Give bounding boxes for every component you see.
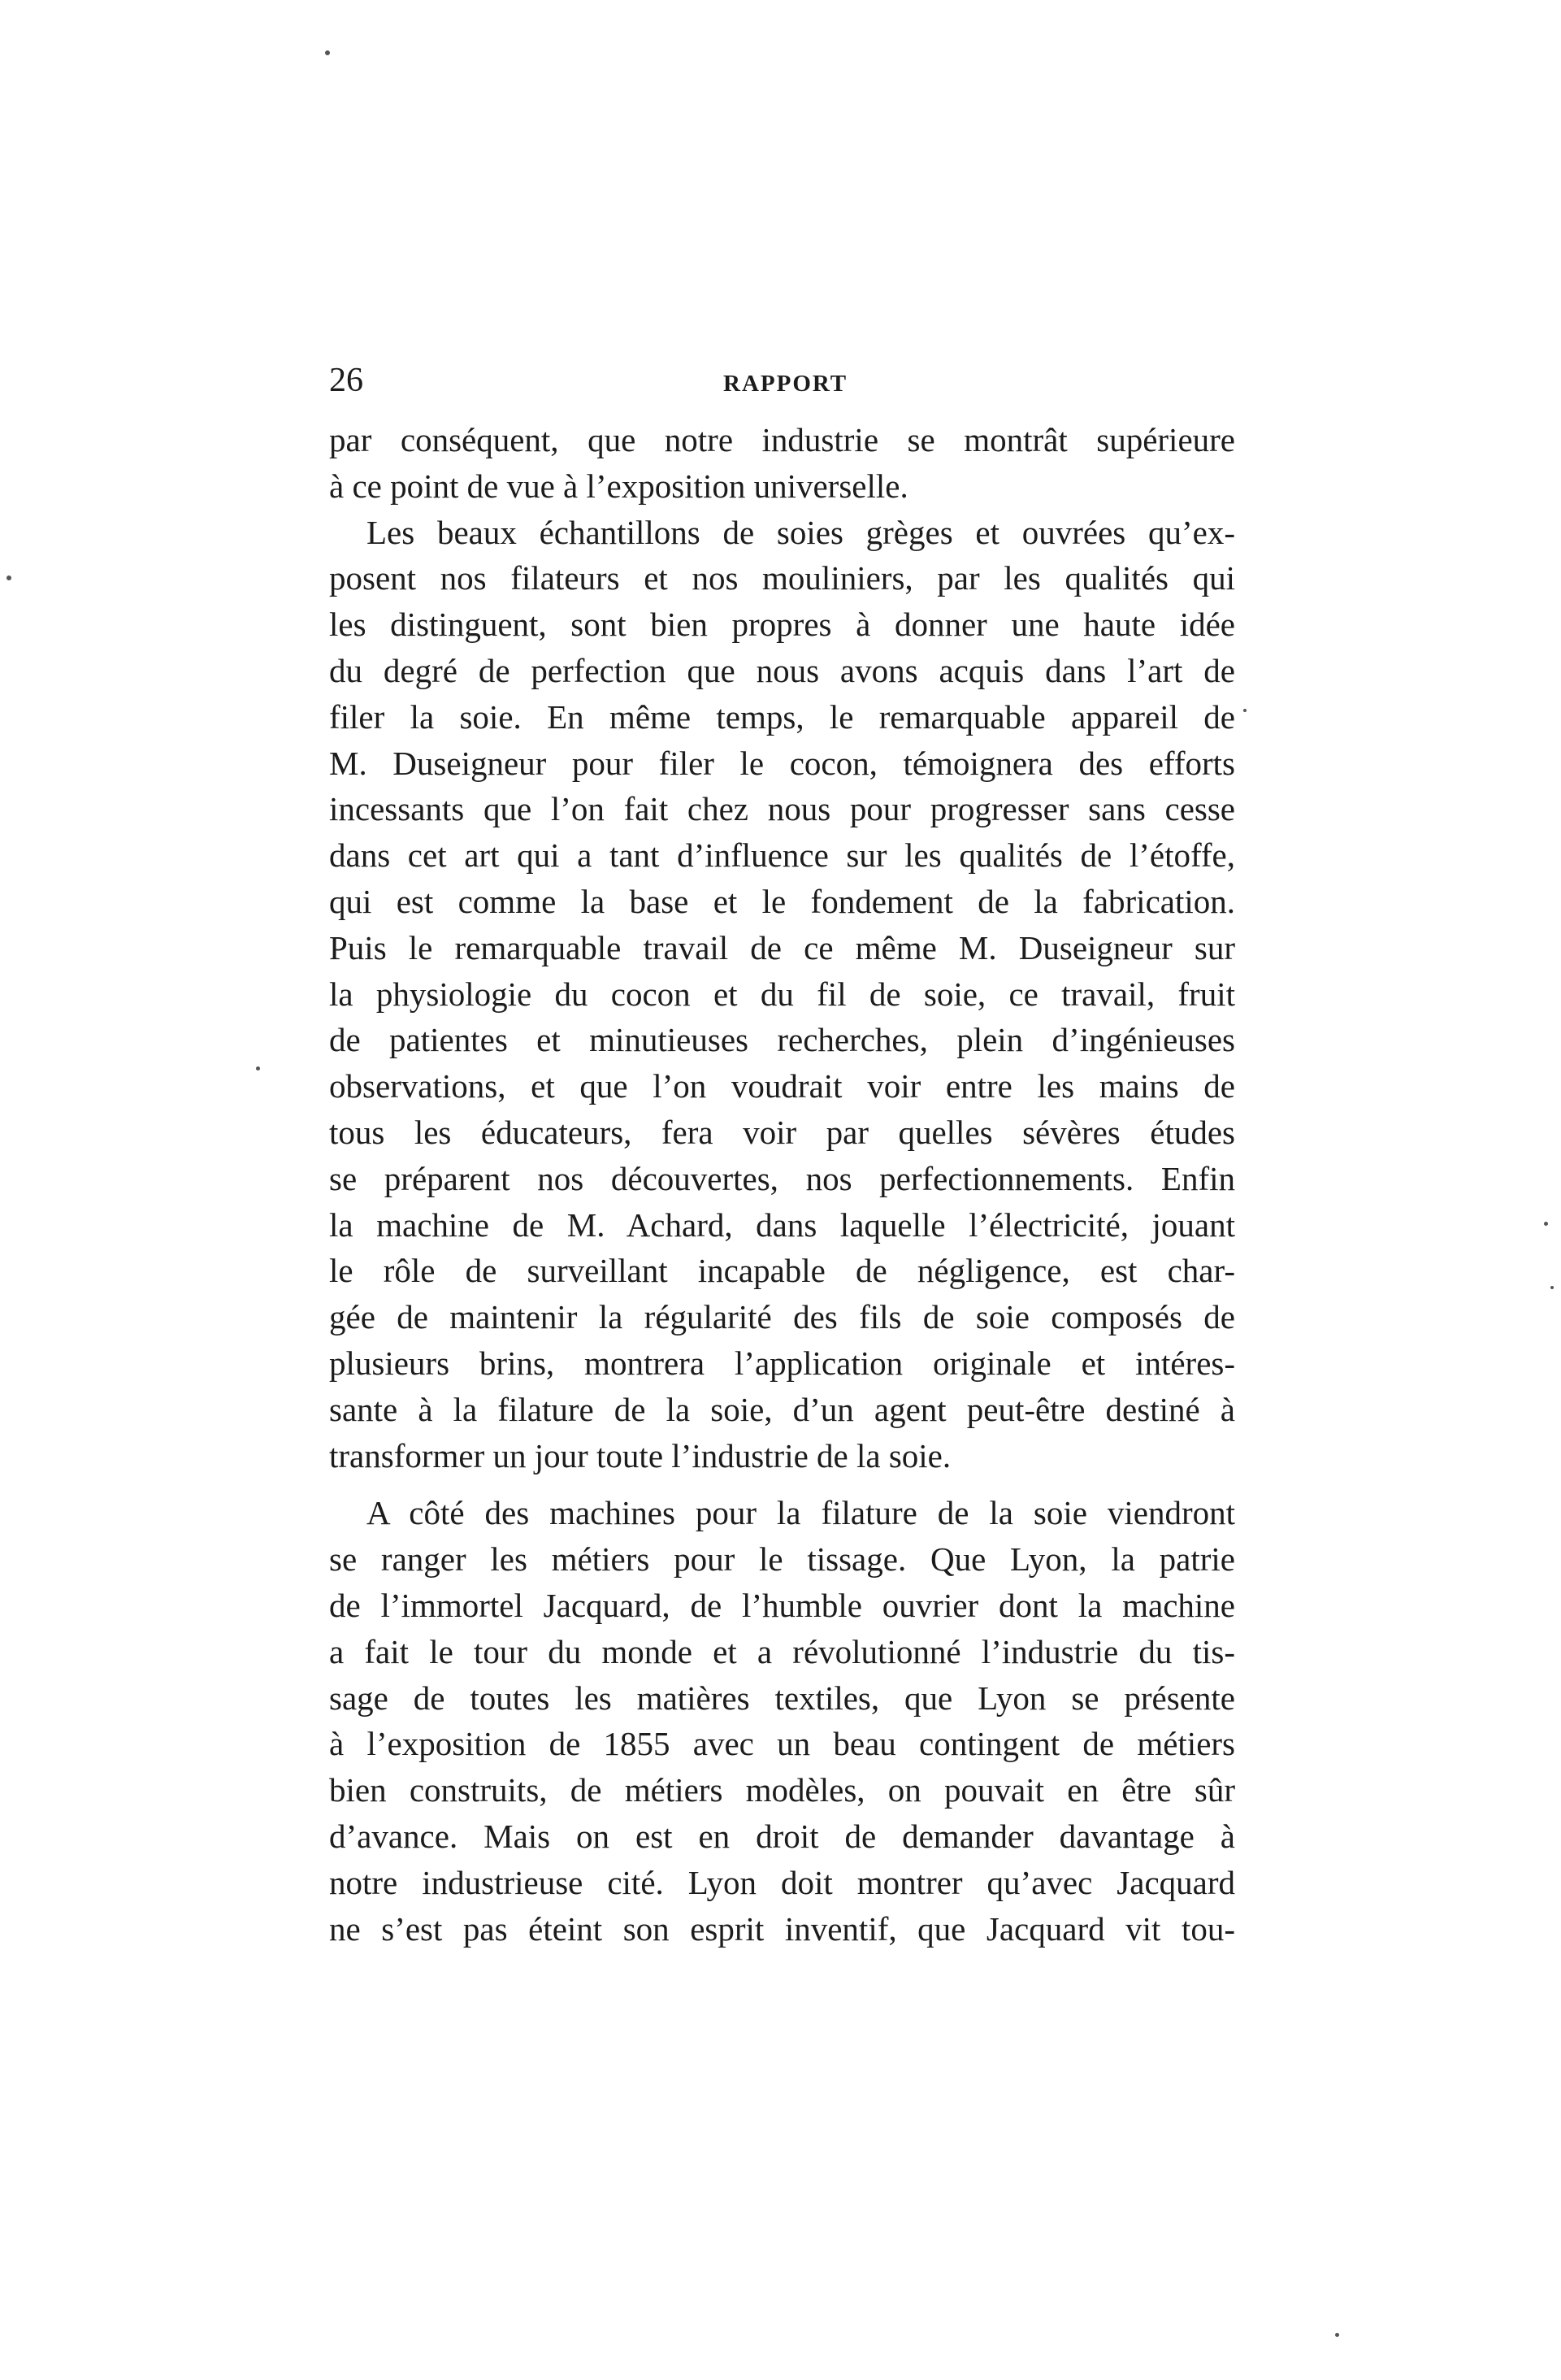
paragraph-2 (329, 510, 1235, 1479)
text-line: A côté des machines pour la filature de la soie viendront (366, 1494, 1235, 1532)
text-line: incessants que l’on fait chez nous pour progresser sans cesse (329, 790, 1235, 828)
text-line: Puis le remarquable travail de ce même M. Duseigneur sur (329, 928, 1235, 966)
text-line: d’avance. Mais on est en droit de demander davantage à (329, 1817, 1235, 1855)
text-line: dans cet art qui a tant d’influence sur les qualités de l’étoffe, (329, 836, 1235, 875)
paragraph-gap (329, 1479, 1235, 1490)
text-line: observations, et que l’on voudrait voir entre les mains de (329, 1067, 1235, 1105)
text-line: la machine de M. Achard, dans laquelle l’électricité, jouant (329, 1205, 1235, 1244)
text-line: les distinguent, sont bien propres à donner une haute idée (329, 606, 1235, 644)
text-line: a fait le tour du monde et a révolutionné l’industrie du tis- (329, 1632, 1235, 1670)
page-header (329, 356, 1235, 405)
text-line: par conséquent, que notre industrie se montrât supérieure (329, 421, 1235, 458)
scan-speck (1243, 709, 1247, 712)
scan-speck (7, 575, 11, 580)
text-line: sage de toutes les matières textiles, que Lyon se présente (329, 1679, 1235, 1717)
text-line: ne s’est pas éteint son esprit inventif, que Jacquard vit tou- (329, 1909, 1235, 1948)
text-line: plusieurs brins, montrera l’application originale et intéres- (329, 1344, 1235, 1382)
text-line: Les beaux échantillons de soies grèges et ouvrées qu’ex- (366, 513, 1235, 551)
text-line: tous les éducateurs, fera voir par quelles sévères études (329, 1113, 1235, 1151)
text-line: M. Duseigneur pour filer le cocon, témoignera des efforts (329, 744, 1235, 782)
scan-speck (256, 1066, 260, 1071)
running-title: RAPPORT (723, 371, 848, 397)
text-line: se préparent nos découvertes, nos perfectionnements. Enfin (329, 1159, 1235, 1197)
text-line: notre industrieuse cité. Lyon doit montrer qu’avec Jacquard (329, 1863, 1235, 1901)
scan-speck (1544, 1222, 1548, 1226)
text-line: bien construits, de métiers modèles, on pouvait en être sûr (329, 1771, 1235, 1809)
text-line: gée de maintenir la régularité des fils de soie composés de (329, 1298, 1235, 1336)
scan-speck (1550, 1286, 1554, 1289)
text-line: de l’immortel Jacquard, de l’humble ouvrier dont la machine (329, 1586, 1235, 1624)
scan-speck (325, 50, 330, 55)
text-line: à ce point de vue à l’exposition universelle. (329, 467, 908, 505)
text-line: transformer un jour toute l’industrie de la soie. (329, 1436, 952, 1474)
paragraph-3 (329, 1490, 1235, 1952)
body-text (329, 417, 1235, 1952)
text-line: la physiologie du cocon et du fil de soie, ce travail, fruit (329, 975, 1235, 1013)
text-line: qui est comme la base et le fondement de la fabrication. (329, 882, 1235, 920)
text-line: filer la soie. En même temps, le remarquable appareil de (329, 697, 1235, 736)
text-line: le rôle de surveillant incapable de négligence, est char- (329, 1252, 1235, 1290)
text-line: posent nos filateurs et nos mouliniers, par les qualités qui (329, 559, 1235, 597)
text-line: du degré de perfection que nous avons acquis dans l’art de (329, 651, 1235, 689)
text-line: à l’exposition de 1855 avec un beau contingent de métiers (329, 1725, 1235, 1763)
text-line: se ranger les métiers pour le tissage. Que Lyon, la patrie (329, 1540, 1235, 1579)
text-line: de patientes et minutieuses recherches, plein d’ingénieuses (329, 1021, 1235, 1059)
page-number: 26 (329, 362, 363, 399)
paragraph-1 (329, 417, 1235, 510)
text-line: sante à la filature de la soie, d’un agent peut-être destiné à (329, 1390, 1235, 1428)
scan-speck (1335, 2333, 1339, 2337)
